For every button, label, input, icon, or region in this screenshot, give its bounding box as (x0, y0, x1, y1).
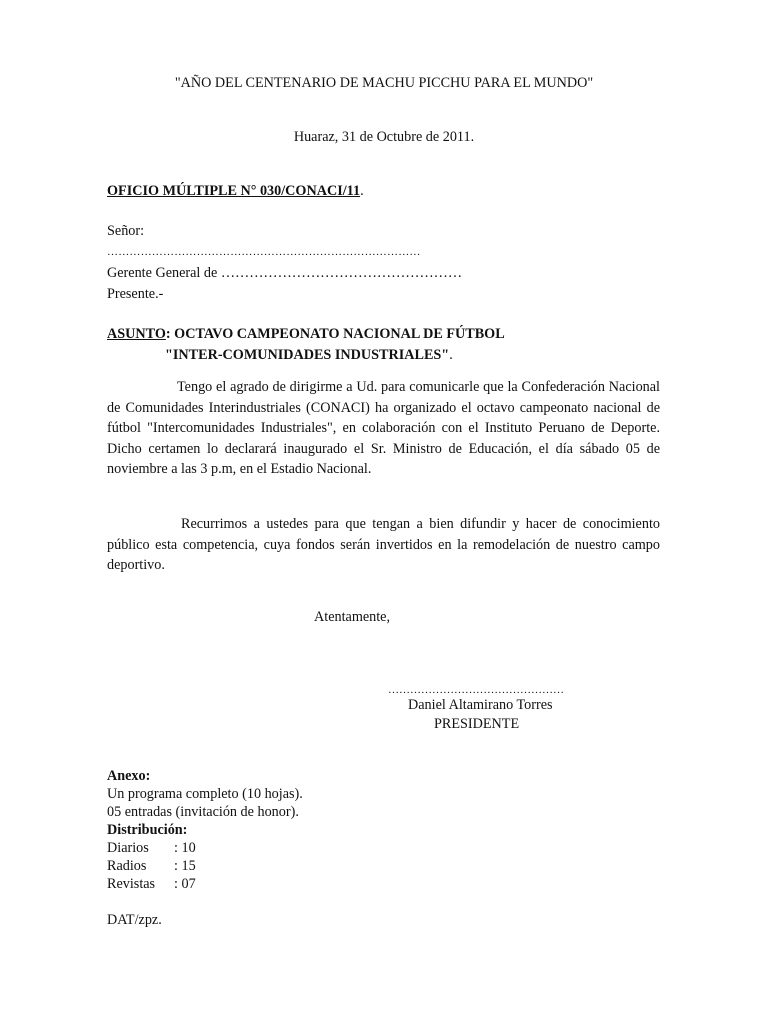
signer-name: Daniel Altamirano Torres (408, 697, 553, 713)
annex-item: 05 entradas (invitación de honor). (107, 804, 299, 820)
recipient-name-line: ………………………………………………………………………… (107, 246, 421, 258)
place-date: Huaraz, 31 de Octubre de 2011. (293, 129, 475, 145)
recipient-closing: Presente.- (107, 286, 164, 302)
subject-label: ASUNTO (107, 326, 166, 342)
subject-subtitle: "INTER-COMUNIDADES INDUSTRIALES" (165, 347, 450, 363)
recipient-salutation: Señor: (107, 223, 145, 239)
distribution-row-value: : 07 (174, 876, 196, 892)
annex-item: Un programa completo (10 hojas). (107, 786, 303, 802)
signature-line: ………………………………………… (388, 684, 564, 696)
document-number-period: . (360, 183, 364, 199)
document-number-line (107, 181, 364, 202)
closing-text: Atentamente, (314, 609, 391, 625)
distribution-row-name: Diarios (107, 840, 149, 856)
distribution-row-name: Revistas (107, 876, 156, 892)
year-motto: "AÑO DEL CENTENARIO DE MACHU PICCHU PARA EL MUNDO" (174, 75, 594, 91)
distribution-row-value: : 10 (174, 840, 196, 856)
subject-subtitle-period: . (449, 347, 453, 363)
distribution-row-name: Radios (107, 858, 147, 874)
distribution-label: Distribución: (107, 822, 188, 838)
subject-line-2 (165, 345, 453, 366)
body-paragraph-2: Recurrimos a ustedes para que tengan a bien difundir y hacer de conocimiento público esta competencia, cuya fondos serán invertidos en la remodelación de nuestro campo deportivo. (107, 516, 660, 573)
body-paragraph-1: Tengo el agrado de dirigirme a Ud. para comunicarle que la Confederación Nacional de Comunidades Interindustriales (CONACI) ha organizado el octavo campeonato nacional de fútbol "Intercomunidades Industriales", en colaboración con el Instituto Peruano de Deporte. Dicho certamen lo declarará inaugurado el Sr. Ministro de Educación, el día sábado 05 de noviembre a las 3 p.m, en el Estadio Nacional. (107, 379, 660, 477)
document-number: OFICIO MÚLTIPLE N° 030/CONACI/11 (107, 183, 361, 199)
signer-title: PRESIDENTE (434, 716, 520, 732)
subject-label-colon: : (165, 326, 171, 342)
subject-title: OCTAVO CAMPEONATO NACIONAL DE FÚTBOL (170, 326, 505, 342)
annex-label: Anexo: (107, 768, 151, 784)
reference-initials: DAT/zpz. (107, 912, 162, 928)
subject-line-1 (107, 324, 505, 345)
distribution-row-value: : 15 (174, 858, 196, 874)
recipient-position-line: Gerente General de …………………………………………… (107, 265, 463, 281)
